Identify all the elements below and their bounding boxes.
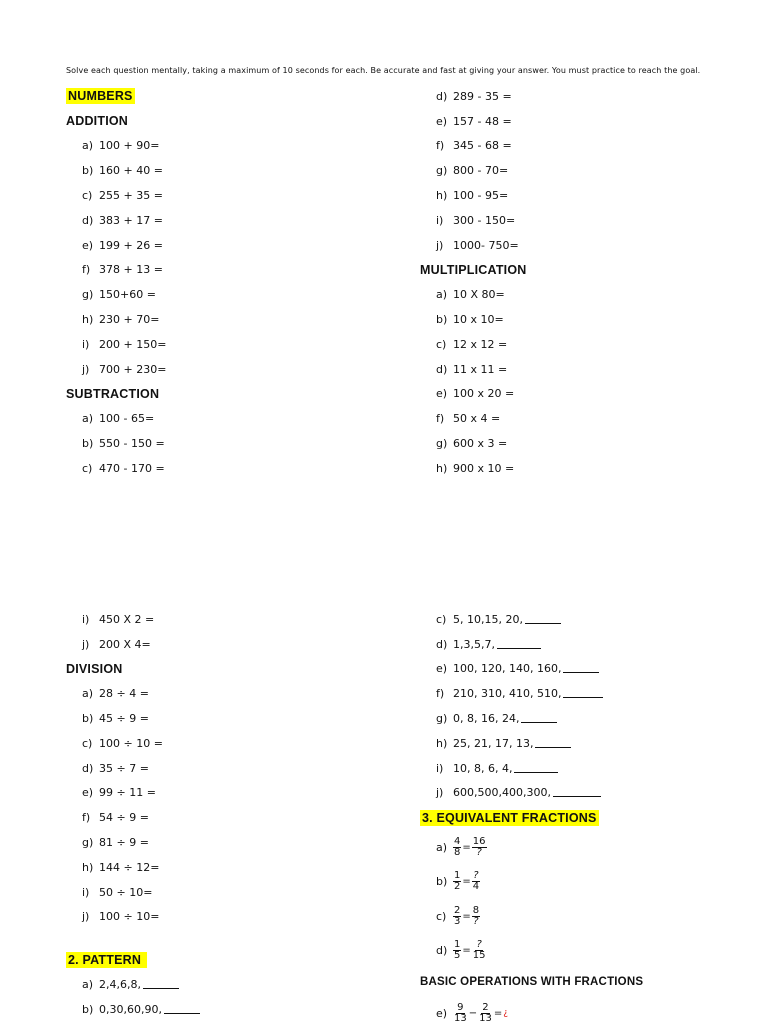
list-item: f) 50 x 4 = [436, 412, 501, 426]
list-item: i) 50 ÷ 10= [82, 885, 153, 899]
list-item: e) 99 ÷ 11 = [82, 786, 156, 800]
fraction-item: e) $\frac{9}{13}$ − $\frac{2}{13}$ = ¿ [436, 1001, 509, 1024]
fraction: $\frac{1}{5}$ [454, 939, 461, 962]
list-item: j) 200 X 4= [82, 637, 151, 651]
list-item: b) 0,30,60,90, [66, 997, 386, 1022]
list-item: f) 345 - 68 = [436, 139, 512, 153]
list-item: c) 12 x 12 = [436, 337, 508, 351]
equivalent-fractions-heading: 3. EQUIVALENT FRACTIONS [422, 810, 597, 825]
left-column-top [66, 84, 386, 481]
list-item: c) 470 - 170 = [82, 461, 165, 475]
answer-blank[interactable] [497, 640, 541, 649]
list-item: g) 0, 8, 16, 24, [420, 706, 750, 731]
list-item: j) 1000- 750= [436, 238, 519, 252]
fraction: $\frac{8}{?}$ [472, 904, 480, 927]
answer-blank[interactable] [553, 788, 601, 797]
list-item: f) 54 ÷ 9 = [82, 811, 149, 825]
division-heading: DIVISION [66, 661, 123, 676]
fraction: $\frac{9}{13}$ [454, 1001, 467, 1024]
fraction-item: d) $\frac{1}{5}$ = $\frac{?}{15}$ [436, 939, 486, 962]
list-item: d) 383 + 17 = [82, 213, 163, 227]
basic-operations-heading: BASIC OPERATIONS WITH FRACTIONS [420, 976, 644, 989]
multiplication-heading: MULTIPLICATION [420, 262, 527, 277]
list-item: a) 10 X 80= [436, 288, 505, 302]
list-item: b) 550 - 150 = [82, 437, 165, 451]
fraction-item: c) $\frac{2}{3}$ = $\frac{8}{?}$ [436, 904, 480, 927]
answer-blank[interactable] [525, 615, 561, 624]
list-item: a) 2,4,6,8, [66, 972, 386, 997]
list-item: g) 800 - 70= [436, 164, 509, 178]
list-item: e) 100 x 20 = [436, 387, 515, 401]
list-item: i) 200 + 150= [82, 337, 167, 351]
list-item: b) 160 + 40 = [82, 164, 163, 178]
list-item: h) 25, 21, 17, 13, [420, 731, 750, 756]
list-item: c) 255 + 35 = [82, 189, 163, 203]
answer-blank[interactable] [521, 714, 557, 723]
list-item: c) 5, 10,15, 20, [420, 607, 750, 632]
list-item: j) 600,500,400,300, [420, 781, 750, 806]
fraction-item: b) $\frac{1}{2}$ = $\frac{?}{4}$ [436, 870, 480, 893]
right-column-top [420, 84, 750, 481]
fraction: $\frac{?}{15}$ [472, 939, 486, 962]
list-item: h) 144 ÷ 12= [82, 860, 160, 874]
fraction: $\frac{2}{3}$ [454, 904, 461, 927]
list-item: h) 230 + 70= [82, 313, 160, 327]
list-item: f) 378 + 13 = [82, 263, 163, 277]
fraction: $\frac{4}{8}$ [454, 835, 461, 858]
list-item: a) 100 - 65= [82, 412, 155, 426]
list-item: f) 210, 310, 410, 510, [420, 681, 750, 706]
fraction-item: a) $\frac{4}{8}$ = $\frac{16}{?}$ [436, 835, 486, 858]
list-item: b) 10 x 10= [436, 313, 504, 327]
list-item: g) 600 x 3 = [436, 437, 508, 451]
instructions: Solve each question mentally, taking a maximum of 10 seconds for each. Be accurate and fast at giving your answer. You must practice to reach the goal. [66, 66, 701, 75]
list-item: c) 100 ÷ 10 = [82, 736, 163, 750]
list-item: a) 28 ÷ 4 = [82, 687, 149, 701]
fraction: $\frac{2}{13}$ [479, 1001, 492, 1024]
addition-heading: ADDITION [66, 114, 129, 129]
answer-blank[interactable] [563, 664, 599, 673]
answer-mark: ¿ [503, 1008, 509, 1019]
fraction: $\frac{?}{4}$ [472, 870, 480, 893]
list-item: g) 81 ÷ 9 = [82, 836, 149, 850]
answer-blank[interactable] [535, 739, 571, 748]
pattern-heading: 2. PATTERN [66, 952, 147, 968]
list-item: b) 45 ÷ 9 = [82, 712, 149, 726]
right-column-bottom [420, 607, 750, 1031]
list-item: d) 11 x 11 = [436, 362, 508, 376]
list-item: i) 450 X 2 = [82, 612, 155, 626]
list-item: h) 900 x 10 = [436, 461, 515, 475]
list-item: d) 1,3,5,7, [420, 632, 750, 657]
fraction: $\frac{1}{2}$ [454, 870, 461, 893]
fraction: $\frac{16}{?}$ [472, 835, 486, 858]
list-item: e) 199 + 26 = [82, 238, 163, 252]
list-item: a) 100 + 90= [82, 139, 160, 153]
list-item: e) 157 - 48 = [436, 114, 512, 128]
answer-blank[interactable] [143, 980, 179, 989]
list-item: e) 100, 120, 140, 160, [420, 657, 750, 682]
numbers-heading: NUMBERS [68, 89, 133, 104]
answer-blank[interactable] [514, 764, 558, 773]
list-item: d) 35 ÷ 7 = [82, 761, 149, 775]
list-item: i) 10, 8, 6, 4, [420, 756, 750, 781]
subtraction-heading: SUBTRACTION [66, 386, 160, 401]
list-item: h) 100 - 95= [436, 189, 509, 203]
answer-blank[interactable] [563, 689, 603, 698]
list-item: i) 300 - 150= [436, 213, 516, 227]
answer-blank[interactable] [164, 1005, 200, 1014]
left-column-bottom [66, 607, 386, 1022]
list-item: j) 700 + 230= [82, 362, 167, 376]
list-item: d) 289 - 35 = [436, 89, 512, 103]
list-item: j) 100 ÷ 10= [82, 910, 160, 924]
list-item: g) 150+60 = [82, 288, 156, 302]
